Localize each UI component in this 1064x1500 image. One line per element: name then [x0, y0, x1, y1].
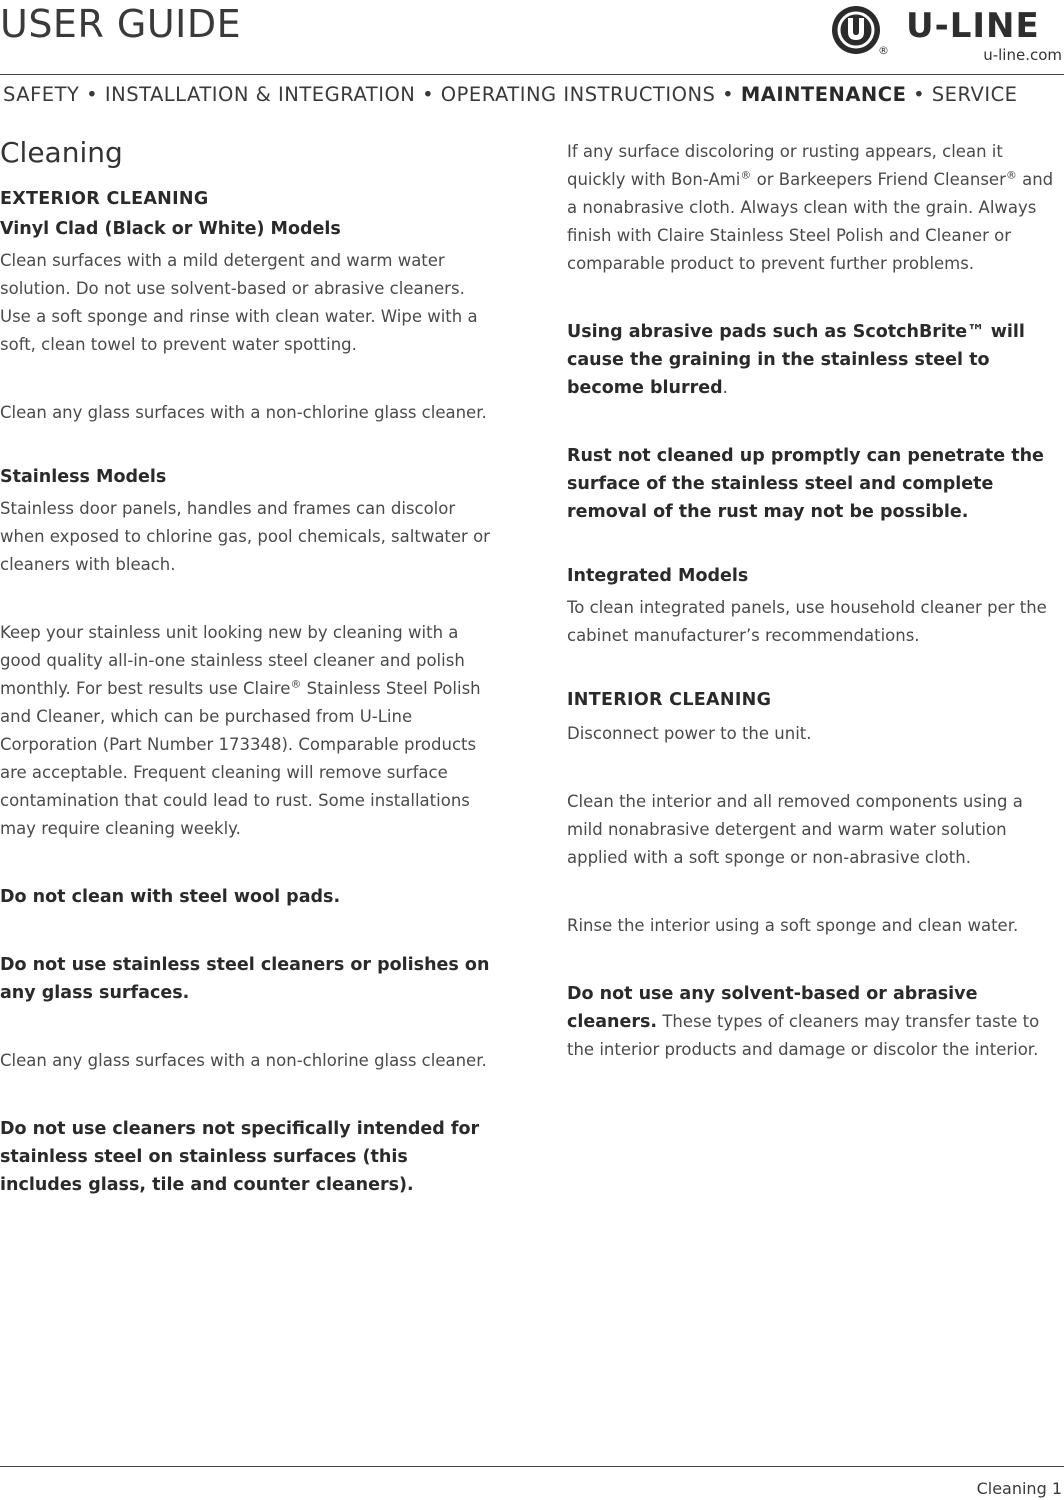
nav-separator: •	[415, 83, 441, 106]
page-header-title: USER GUIDE	[0, 2, 242, 46]
stainless-discolor-paragraph: Stainless door panels, handles and frames can discolor when exposed to chlorine gas, pool chemicals, saltwater or cleaners with bleach.	[0, 499, 490, 574]
registered-mark: ®	[740, 168, 752, 182]
header-divider	[0, 74, 1064, 75]
nav-item-service[interactable]: SERVICE	[931, 83, 1018, 106]
page-title: Cleaning	[0, 136, 123, 169]
interior-clean-paragraph: Clean the interior and all removed components using a mild nonabrasive detergent and warm water solution applied with a soft sponge or non-abrasive cloth.	[567, 792, 1023, 867]
nav-item-operating[interactable]: OPERATING INSTRUCTIONS	[440, 83, 716, 106]
rust-paragraph: If any surface discoloring or rusting appears, clean it quickly with Bon-Ami® or Barkeepers Friend Cleanser® and a nonabrasive cloth. Always clean with the grain. Always finish with Claire Stainless Steel Polish and Cleaner or comparable product to prevent further problems.	[567, 142, 1054, 273]
nav-item-maintenance[interactable]: MAINTENANCE	[740, 83, 907, 106]
interior-cleaning-heading: INTERIOR CLEANING	[567, 690, 772, 710]
exterior-cleaning-heading: EXTERIOR CLEANING	[0, 189, 209, 209]
interior-power-paragraph: Disconnect power to the unit.	[567, 724, 812, 743]
warning-steel-wool: Do not clean with steel wool pads.	[0, 887, 341, 907]
page-number: Cleaning 1	[976, 1479, 1062, 1498]
vinyl-paragraph: Clean surfaces with a mild detergent and warm water solution. Do not use solvent-based or abrasive cleaners. Use a soft sponge and rinse with clean water. Wipe with a soft, clean towel to prevent water spotting.	[0, 251, 478, 354]
integrated-paragraph: To clean integrated panels, use household cleaner per the cabinet manufacturer’s recommendations.	[567, 598, 1047, 645]
left-column	[0, 136, 492, 1239]
registered-mark: ®	[878, 44, 889, 57]
warning-cleaners: Do not use cleaners not specifically intended for stainless steel on stainless surfaces (this includes glass, tile and counter cleaners).	[0, 1119, 480, 1195]
integrated-models-heading: Integrated Models	[567, 566, 749, 586]
glass-cleaner-paragraph: Clean any glass surfaces with a non-chlorine glass cleaner.	[0, 1051, 487, 1070]
vinyl-glass-paragraph: Clean any glass surfaces with a non-chlorine glass cleaner.	[0, 403, 487, 422]
nav-item-safety[interactable]: SAFETY	[3, 83, 80, 106]
section-nav	[3, 83, 1064, 106]
brand-wordmark: U-LINE	[906, 6, 1040, 46]
warning-rust: Rust not cleaned up promptly can penetrate the surface of the stainless steel and complete removal of the rust may not be possible.	[567, 446, 1044, 522]
interior-warning-paragraph: Do not use any solvent-based or abrasive cleaners. These types of cleaners may transfer taste to the interior products and damage or discolor the interior.	[567, 984, 1040, 1059]
nav-item-installation[interactable]: INSTALLATION & INTEGRATION	[104, 83, 416, 106]
warning-abrasive-pads: Using abrasive pads such as ScotchBrite™ will cause the graining in the stainless steel to become blurred.	[567, 322, 1025, 398]
nav-separator: •	[715, 83, 741, 106]
interior-rinse-paragraph: Rinse the interior using a soft sponge and clean water.	[567, 916, 1019, 935]
footer-divider	[0, 1466, 1064, 1467]
u-line-badge-icon	[830, 4, 882, 56]
right-column	[567, 138, 1059, 1104]
brand-url-link[interactable]: u-line.com	[983, 46, 1062, 64]
registered-mark: ®	[290, 677, 302, 691]
stainless-models-heading: Stainless Models	[0, 467, 167, 487]
brand-logo[interactable]	[830, 4, 1064, 64]
registered-mark: ®	[1005, 168, 1017, 182]
nav-separator: •	[906, 83, 932, 106]
vinyl-models-heading: Vinyl Clad (Black or White) Models	[0, 219, 341, 239]
warning-glass-polish: Do not use stainless steel cleaners or polishes on any glass surfaces.	[0, 955, 490, 1003]
stainless-care-paragraph: Keep your stainless unit looking new by cleaning with a good quality all-in-one stainless steel cleaner and polish monthly. For best results use Claire® Stainless Steel Polish and Cleaner, which can be purchased from U-Line Corporation (Part Number 173348). Comparable products are acceptable. Frequent cleaning will remove surface contamination that could lead to rust. Some installations may require cleaning weekly.	[0, 623, 481, 838]
nav-separator: •	[79, 83, 105, 106]
